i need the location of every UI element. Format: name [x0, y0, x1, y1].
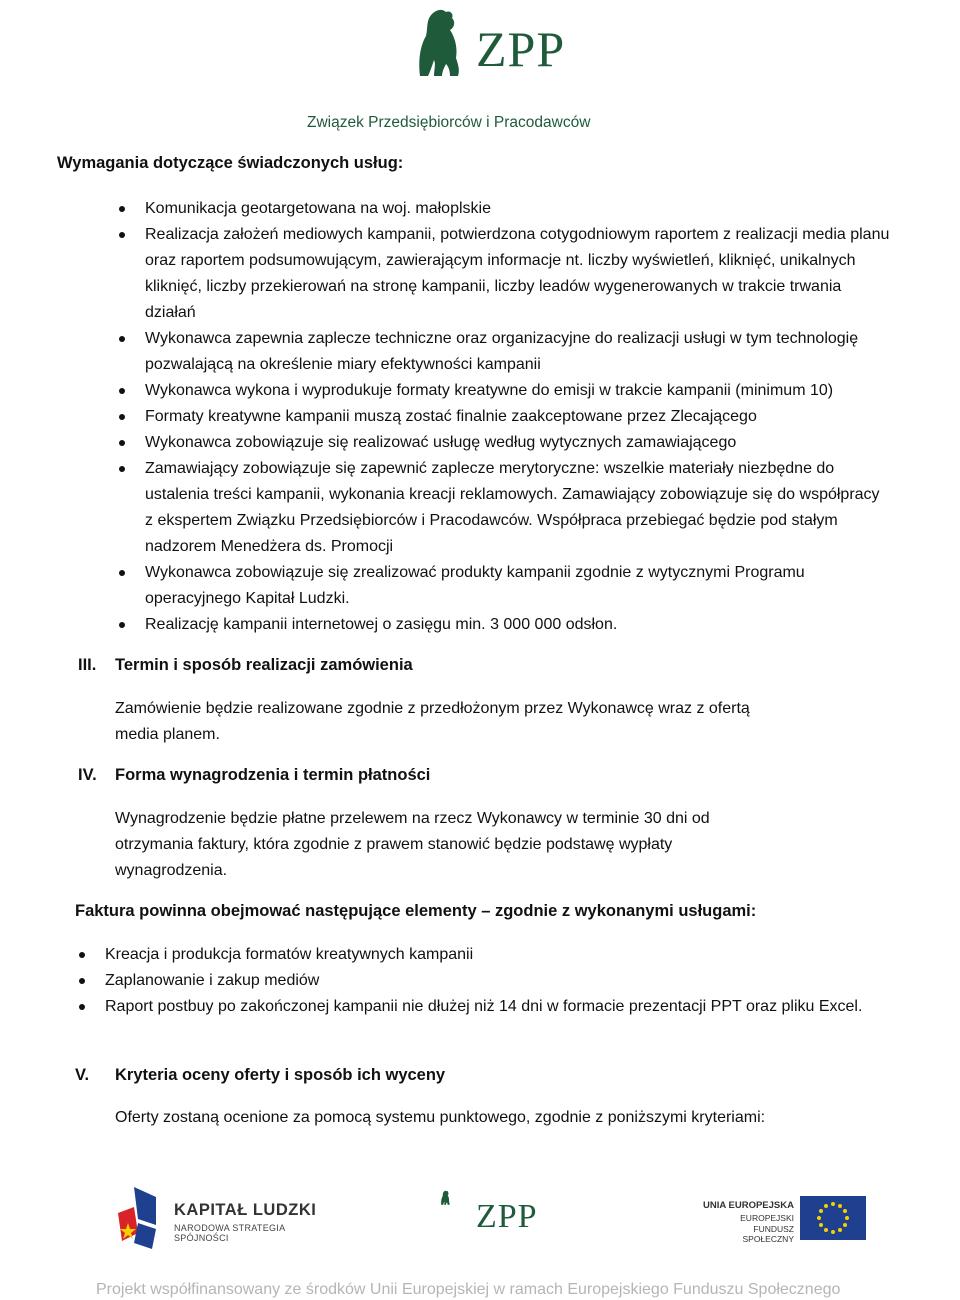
list-item: Wykonawca zobowiązuje się zrealizować produkty kampanii zgodnie z wytycznymi Programu operacyjnego Kapitał Ludzki.	[145, 560, 890, 612]
list-item: Zamawiający zobowiązuje się zapewnić zaplecze merytoryczne: wszelkie materiały niezbędne do ustalenia treści kampanii, wykonania kreacji reklamowych. Zamawiający zobowiązuje się do współpracy z ekspertem Związku Przedsiębiorców i Pracodawców. Współpraca przebiegać będzie pod stałym nadzorem Menedżera ds. Promocji	[145, 456, 890, 560]
zpp-wordmark: ZPP	[476, 21, 566, 77]
eu-line-1: UNIA EUROPEJSKA	[703, 1200, 794, 1211]
list-item: Wykonawca zapewnia zaplecze techniczne oraz organizacyjne do realizacji usługi w tym technologię pozwalającą na określenie miary efektywności kampanii	[145, 326, 890, 378]
list-item: Realizacja założeń mediowych kampanii, potwierdzona cotygodniowym raportem z realizacji media planu oraz raportem podsumowującym, zawierającym informacje nt. liczby wyświetleń, kliknięć, unikalnych kliknięć, liczby przekierowań na stronę kampanii, liczby leadów wygenerowanych w trakcie trwania działań	[145, 222, 890, 326]
list-item: Raport postbuy po zakończonej kampanii nie dłużej niż 14 dni w formacie prezentacji PPT oraz pliku Excel.	[105, 994, 905, 1020]
zpp-logo	[414, 6, 574, 82]
section-title: Forma wynagrodzenia i termin płatności	[115, 766, 431, 784]
eu-flag-icon	[800, 1196, 866, 1240]
organization-subtitle: Związek Przedsiębiorców i Pracodawców	[307, 114, 591, 131]
section-text: Oferty zostaną ocenione za pomocą systemu punktowego, zgodnie z poniższymi kryteriami:	[115, 1109, 766, 1126]
list-item: Kreacja i produkcja formatów kreatywnych kampanii	[105, 942, 905, 968]
list-item: Wykonawca wykona i wyprodukuje formaty kreatywne do emisji w trakcie kampanii (minimum 10)	[145, 378, 890, 404]
section-text: Zamówienie będzie realizowane zgodnie z przedłożonym przez Wykonawcę wraz z ofertą media planem.	[115, 700, 750, 743]
footer-note: Projekt współfinansowany ze środków Unii Europejskiej w ramach Europejskiego Funduszu Społecznego	[96, 1281, 841, 1298]
section-title: Kryteria oceny oferty i sposób ich wyceny	[115, 1066, 446, 1084]
kapital-ludzki-logo	[112, 1183, 332, 1253]
invoice-list	[105, 942, 905, 1020]
eu-logo	[700, 1196, 870, 1244]
kl-title: KAPITAŁ LUDZKI	[174, 1201, 317, 1219]
list-item: Zaplanowanie i zakup mediów	[105, 968, 905, 994]
eu-line-2: EUROPEJSKI	[740, 1213, 794, 1223]
list-item: Wykonawca zobowiązuje się realizować usługę według wytycznych zamawiającego	[145, 430, 890, 456]
requirements-list	[145, 196, 890, 638]
eu-line-3: FUNDUSZ SPOŁECZNY	[742, 1224, 794, 1244]
invoice-heading: Faktura powinna obejmować następujące elementy – zgodnie z wykonanymi usługami:	[75, 902, 757, 920]
requirements-heading: Wymagania dotyczące świadczonych usług:	[57, 154, 404, 172]
section-title: Termin i sposób realizacji zamówienia	[115, 656, 413, 674]
kl-subtitle: NARODOWA STRATEGIA SPÓJNOŚCI	[174, 1223, 285, 1243]
bear-icon	[440, 1190, 474, 1240]
section-text: Wynagrodzenie będzie płatne przelewem na rzecz Wykonawcy w terminie 30 dni od otrzymania faktury, która zgodnie z prawem stanowić będzie podstawę wypłaty wynagrodzenia.	[115, 810, 710, 879]
section-number: III.	[78, 656, 97, 674]
list-item: Komunikacja geotargetowana na woj. małoplskie	[145, 196, 890, 222]
zpp-footer-logo	[440, 1190, 550, 1242]
section-number: IV.	[78, 766, 97, 784]
list-item: Realizację kampanii internetowej o zasięgu min. 3 000 000 odsłon.	[145, 612, 890, 638]
kapital-ludzki-emblem-icon	[112, 1183, 162, 1253]
list-item: Formaty kreatywne kampanii muszą zostać finalnie zaakceptowane przez Zlecającego	[145, 404, 890, 430]
zpp-footer-wordmark: ZPP	[476, 1198, 538, 1235]
section-number: V.	[75, 1066, 90, 1084]
